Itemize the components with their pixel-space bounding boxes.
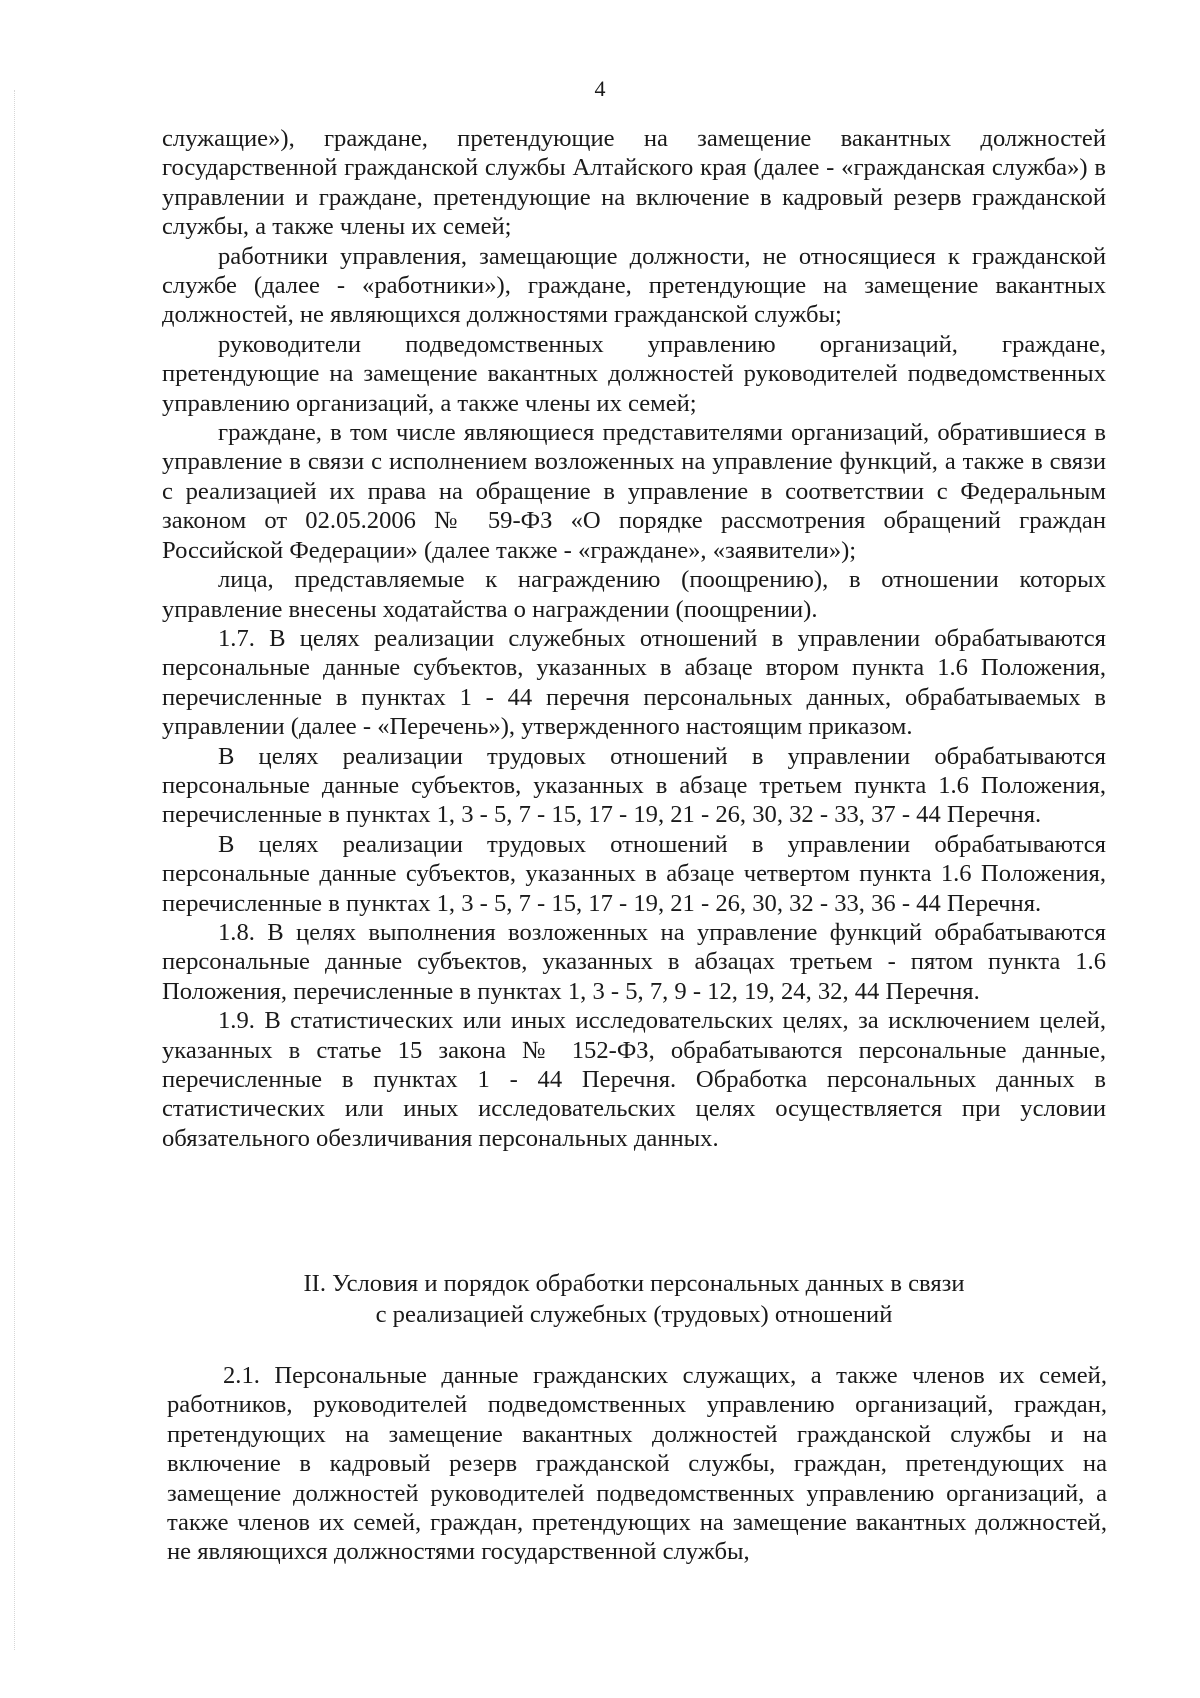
page-number: 4 <box>594 76 606 101</box>
paragraph-1-7-labor-fourth: В целях реализации трудовых отношений в управлении обрабатываются персональные данные субъектов, указанных в абзаце четвертом пункта 1.6 Положения, перечисленные в пунктах 1, 3 - 5, 7 - 15, 17 - 19, 21 - 26, 30, 32 - 33, 36 - 44 Перечня. <box>162 830 1106 917</box>
section-heading-line-1: II. Условия и порядок обработки персональных данных в связи <box>303 1270 965 1297</box>
body-text-top <box>162 124 1106 1153</box>
paragraph-continuation: служащие»), граждане, претендующие на замещение вакантных должностей государственной гражданской службы Алтайского края (далее - «гражданская служба») в управлении и граждане, претендующие на включение в кадровый резерв гражданской службы, а также члены их семей; <box>162 125 1106 241</box>
section-heading <box>162 1268 1106 1330</box>
body-text-bottom <box>167 1361 1107 1567</box>
paragraph-citizens-applicants: граждане, в том числе являющиеся представителями организаций, обратившиеся в управление в связи с исполнением возложенных на управление функций, а также в связи с реализацией их права на обращение в управление в соответствии с Федеральным законом от 02.05.2006 № 59-ФЗ «О порядке рассмотрения обращений граждан Российской Федерации» (далее также - «граждане», «заявители»); <box>162 419 1106 564</box>
paragraph-heads-of-organizations: руководители подведомственных управлению организаций, граждане, претендующие на замещение вакантных должностей руководителей подведомственных управлению организаций, а также члены их семей; <box>162 330 1106 417</box>
paragraph-1-8: 1.8. В целях выполнения возложенных на управление функций обрабатываются персональные данные субъектов, указанных в абзацах третьем - пятом пункта 1.6 Положения, перечисленные в пунктах 1, 3 - 5, 7, 9 - 12, 19, 24, 32, 44 Перечня. <box>162 918 1106 1005</box>
paragraph-1-7-labor-third: В целях реализации трудовых отношений в управлении обрабатываются персональные данные субъектов, указанных в абзаце третьем пункта 1.6 Положения, перечисленные в пунктах 1, 3 - 5, 7 - 15, 17 - 19, 21 - 26, 30, 32 - 33, 37 - 44 Перечня. <box>162 742 1106 829</box>
paragraph-employees: работники управления, замещающие должности, не относящиеся к гражданской службе (далее - «работники»), граждане, претендующие на замещение вакантных должностей, не являющихся должностями гражданской службы; <box>162 242 1106 329</box>
paragraph-2-1: 2.1. Персональные данные гражданских служащих, а также членов их семей, работников, руководителей подведомственных управлению организаций, граждан, претендующих на замещение вакантных должностей гражданской службы и на включение в кадровый резерв гражданской службы, граждан, претендующих на замещение должностей руководителей подведомственных управлению организаций, а также членов их семей, граждан, претендующих на замещение вакантных должностей, не являющихся должностями государственной службы, <box>167 1362 1107 1566</box>
paragraph-awardees: лица, представляемые к награждению (поощрению), в отношении которых управление внесены ходатайства о награждении (поощрении). <box>162 566 1106 623</box>
paragraph-1-7: 1.7. В целях реализации служебных отношений в управлении обрабатываются персональные данные субъектов, указанных в абзаце втором пункта 1.6 Положения, перечисленные в пунктах 1 - 44 перечня персональных данных, обрабатываемых в управлении (далее - «Перечень»), утвержденного настоящим приказом. <box>162 624 1106 741</box>
paragraph-1-9: 1.9. В статистических или иных исследовательских целях, за исключением целей, указанных в статье 15 закона № 152-ФЗ, обрабатываются персональные данные, перечисленные в пунктах 1 - 44 Перечня. Обработка персональных данных в статистических или иных исследовательских целях осуществляется при условии обязательного обезличивания персональных данных. <box>162 1007 1106 1152</box>
scan-edge-artifact <box>14 90 16 1650</box>
section-heading-line-2: с реализацией служебных (трудовых) отношений <box>375 1301 893 1328</box>
